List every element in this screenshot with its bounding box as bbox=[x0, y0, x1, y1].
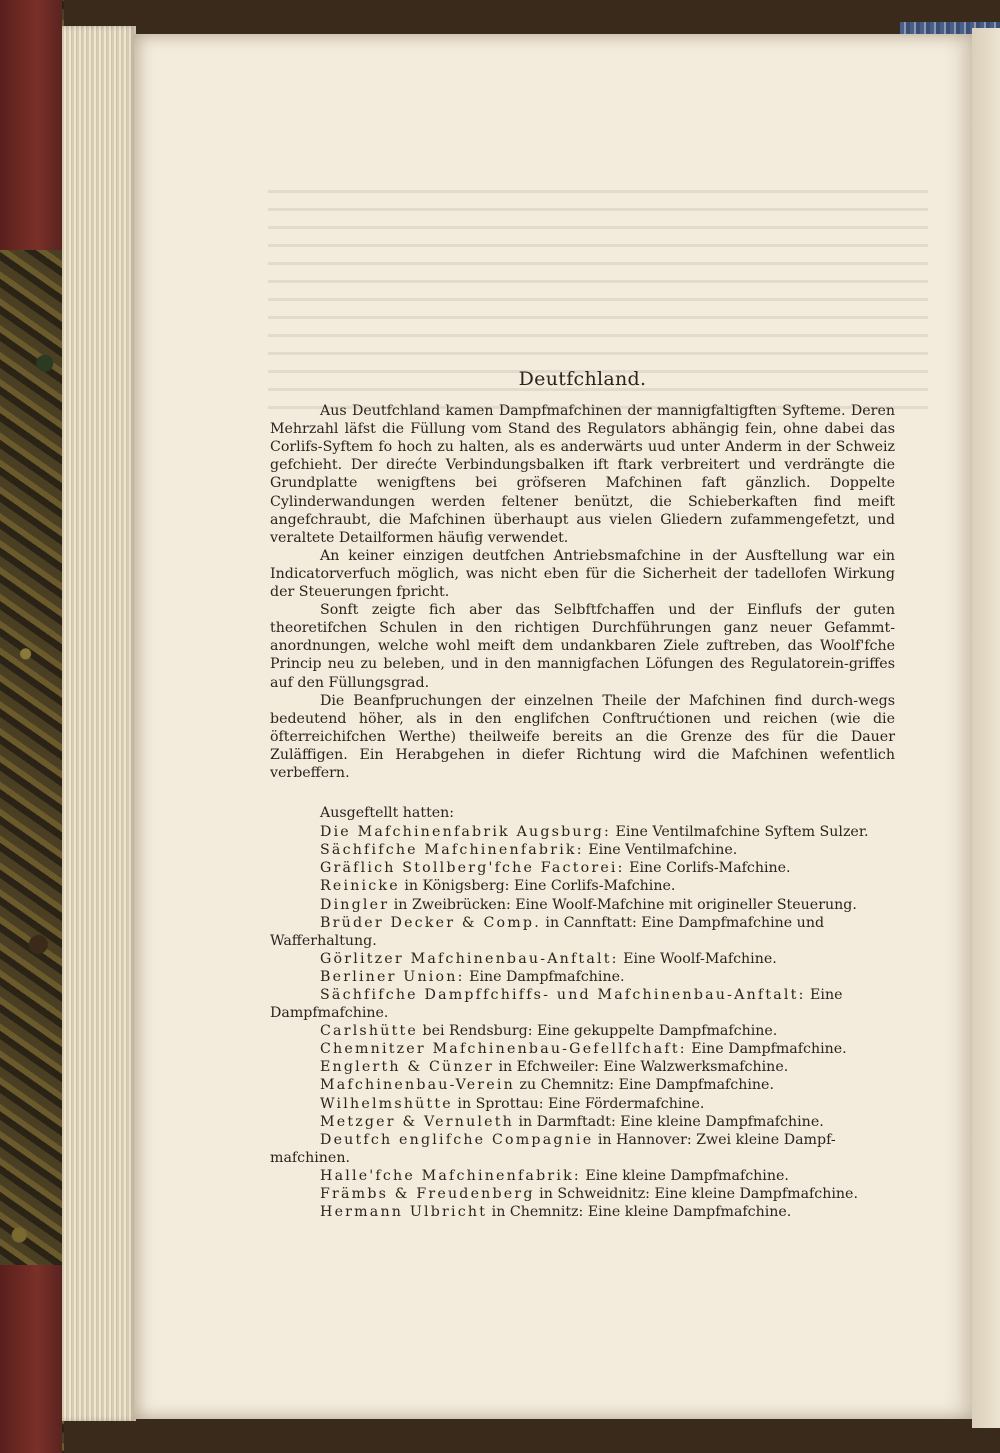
exhibitor-name: Sächfifche Dampffchiffs- und Mafchinenbau-Anftalt: bbox=[320, 987, 806, 1003]
exhibitor-entry bbox=[270, 914, 895, 950]
exhibitor-name: Halle'fche Mafchinenfabrik: bbox=[320, 1167, 581, 1184]
exhibitor-name: Chemnitzer Mafchinenbau-Gefellfchaft: bbox=[320, 1041, 687, 1058]
exhibitor-desc: in Hannover: Zwei kleine Dampf-mafchinen. bbox=[270, 1131, 836, 1166]
exhibitor-entry bbox=[270, 1022, 895, 1040]
exhibitor-desc: in Cannftatt: Eine Dampfmafchine und Wafferhaltung. bbox=[270, 914, 825, 949]
exhibitor-name: Wilhelmshütte bbox=[320, 1095, 453, 1112]
exhibitor-name: Sächfifche Mafchinenfabrik: bbox=[320, 842, 584, 859]
exhibitor-entry bbox=[270, 1058, 895, 1076]
exhibitor-desc: Eine Ventilmafchine Syftem Sulzer. bbox=[610, 824, 869, 841]
exhibitor-entry bbox=[270, 986, 895, 1022]
exhibitor-name: Metzger & Vernuleth bbox=[320, 1113, 514, 1130]
exhibitor-name: Englerth & Cünzer bbox=[320, 1059, 494, 1076]
exhibitor-entry bbox=[270, 823, 895, 841]
exhibitor-entry bbox=[270, 950, 895, 968]
exhibitor-desc: in Zweibrücken: Eine Woolf-Mafchine mit origineller Steuerung. bbox=[389, 896, 857, 913]
spine-leather-top bbox=[0, 0, 62, 250]
exhibitor-entry bbox=[270, 1167, 895, 1185]
exhibitor-desc: in Königsberg: Eine Corlifs-Mafchine. bbox=[399, 878, 676, 895]
list-lead: Ausgeftellt hatten: bbox=[320, 805, 455, 822]
exhibitor-desc: Eine kleine Dampfmafchine. bbox=[580, 1167, 789, 1184]
section-heading: Deutfchland. bbox=[518, 368, 647, 390]
exhibitor-desc: in Efchweiler: Eine Walzwerksmafchine. bbox=[493, 1059, 789, 1076]
exhibitor-entry bbox=[270, 1203, 895, 1221]
page-content bbox=[270, 370, 895, 1221]
exhibitor-entry bbox=[270, 968, 895, 986]
exhibitor-name: Carlshütte bbox=[320, 1023, 418, 1040]
exhibitor-entry bbox=[270, 1185, 895, 1203]
exhibitor-name: Die Mafchinenfabrik Augsburg: bbox=[320, 824, 611, 841]
exhibitor-name: Mafchinenbau-Verein bbox=[320, 1077, 515, 1094]
paragraph: Sonft zeigte fich aber das Selbftfchaffen und der Einflufs der guten theoretifchen Schulen in den richtigen Durchführungen ganz neuer Gefammt-anordnungen, welche wohl meift dem undankbaren Ziele zuftreben, das Woolf'fche Princip neu zu beleben, und in den mannigfachen Löfungen des Regulatorein-griffes auf den Füllungsgrad. bbox=[270, 602, 895, 691]
exhibitor-name: Gräflich Stollberg'fche Factorei: bbox=[320, 860, 625, 877]
exhibitor-desc: Eine Dampfmafchine. bbox=[686, 1041, 847, 1058]
exhibitor-desc: Eine Woolf-Mafchine. bbox=[618, 950, 777, 967]
facing-page-edge bbox=[972, 28, 1000, 1428]
exhibitor-desc: Eine Ventilmafchine. bbox=[583, 842, 738, 859]
exhibitor-name: Hermann Ulbricht bbox=[320, 1204, 488, 1221]
spine-leather-bottom bbox=[0, 1265, 62, 1453]
exhibitor-entry bbox=[270, 859, 895, 877]
exhibitor-list bbox=[270, 804, 895, 1221]
exhibitor-desc: Eine Dampfmafchine. bbox=[270, 987, 843, 1022]
exhibitor-name: Reinicke bbox=[320, 878, 400, 895]
exhibitor-desc: in Darmftadt: Eine kleine Dampfmafchine. bbox=[513, 1113, 824, 1130]
exhibitor-entry bbox=[270, 1040, 895, 1058]
exhibitor-name: Dingler bbox=[320, 896, 390, 913]
exhibitor-desc: in Schweidnitz: Eine kleine Dampfmafchine. bbox=[534, 1186, 858, 1203]
exhibitor-entry bbox=[270, 1076, 895, 1094]
exhibitor-name: Görlitzer Mafchinenbau-Anftalt: bbox=[320, 950, 619, 967]
exhibitor-entry bbox=[270, 1131, 895, 1167]
exhibitor-desc: bei Rendsburg: Eine gekuppelte Dampfmafchine. bbox=[418, 1023, 778, 1040]
exhibitor-name: Brüder Decker & Comp. bbox=[320, 914, 541, 931]
exhibitor-desc: Eine Corlifs-Mafchine. bbox=[624, 860, 791, 877]
exhibitor-entry bbox=[270, 1113, 895, 1131]
exhibitor-entry bbox=[270, 896, 895, 914]
exhibitor-name: Främbs & Freudenberg bbox=[320, 1186, 535, 1203]
exhibitor-entry bbox=[270, 1095, 895, 1113]
exhibitor-name: Deutfch englifche Compagnie bbox=[320, 1131, 594, 1148]
page-edges bbox=[62, 26, 136, 1421]
exhibitor-name: Berliner Union: bbox=[320, 968, 465, 985]
paragraph: Die Beanfpruchungen der einzelnen Theile der Mafchinen find durch-wegs bedeutend höher, als in den englifchen Conftrućtionen und reichen (wie die öfterreichifchen Werthe) theilweife bereits an die Grenze des für die Dauer Zuläffigen. Ein Herabgehen in diefer Richtung wird die Mafchinen wefentlich verbeffern. bbox=[270, 692, 895, 781]
exhibitor-entry bbox=[270, 841, 895, 859]
paragraph: An keiner einzigen deutfchen Antriebsmafchine in der Ausftellung war ein Indicatorverfuch möglich, was nicht eben für die Sicherheit der tadellofen Wirkung der Steuerungen fpricht. bbox=[270, 547, 895, 601]
exhibitor-desc: zu Chemnitz: Eine Dampfmafchine. bbox=[514, 1077, 774, 1094]
exhibitor-desc: in Chemnitz: Eine kleine Dampfmafchine. bbox=[487, 1204, 792, 1221]
exhibitor-entry bbox=[270, 877, 895, 895]
exhibitor-desc: in Sprottau: Eine Fördermafchine. bbox=[452, 1095, 705, 1112]
paragraph: Aus Deutfchland kamen Dampfmafchinen der mannigfaltigften Syfteme. Deren Mehrzahl läfst die Füllung vom Stand des Regulators abhängig fein, ohne dabei das Corlifs-Syftem fo hoch zu halten, als es anderwärts uud unter Anderm in der Schweiz gefchieht. Der direćte Verbindungsbalken ift ftark verbreitert und verdrängte die Grundplatte wenigftens bei gröfseren Mafchinen faft gänzlich. Doppelte Cylinderwandungen werden feltener benützt, die Schieberkaften find meift angefchraubt, die Mafchinen überhaupt aus vielen Gliedern zufammengefetzt, und veraltete Detailformen häufig verwendet. bbox=[270, 403, 895, 546]
exhibitor-desc: Eine Dampfmafchine. bbox=[464, 968, 625, 985]
